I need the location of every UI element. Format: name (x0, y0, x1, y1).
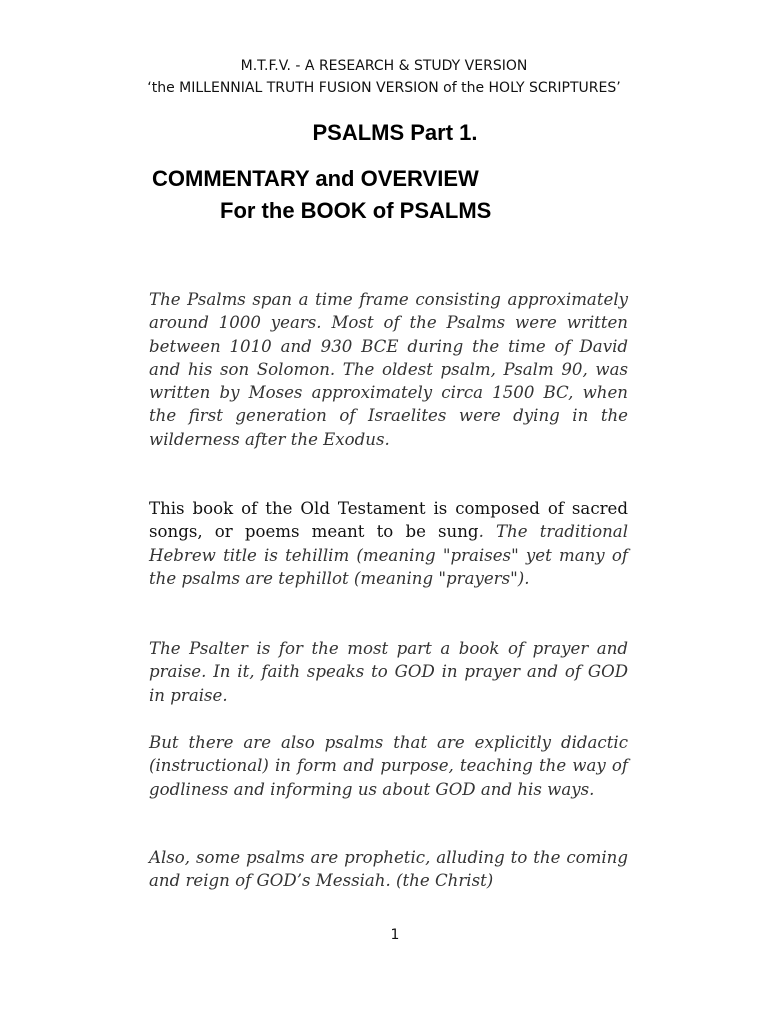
section-subheading: For the BOOK of PSALMS (220, 198, 492, 223)
paragraph-prophetic: Also, some psalms are prophetic, alluding to the coming and reign of GOD’s Messiah. (the Christ) (149, 848, 628, 891)
page-title: PSALMS Part 1. (312, 120, 478, 145)
page-number: 1 (390, 927, 400, 943)
paragraph-didactic: But there are also psalms that are explicitly didactic (instructional) in form and purpose, teaching the way of godliness and informing us about GOD and his ways. (149, 733, 628, 799)
header-version-line: M.T.F.V. - A RESEARCH & STUDY VERSION (240, 58, 528, 74)
paragraph-prayer-praise: The Psalter is for the most part a book of prayer and praise. In it, faith speaks to GOD in prayer and of GOD in praise. (149, 639, 628, 705)
paragraph-composition-rest: . The traditional Hebrew title is tehillim (meaning "praises" yet many of the psalms are tephillot (meaning "prayers"). (149, 522, 628, 588)
header-subtitle-line: ‘the MILLENNIAL TRUTH FUSION VERSION of the HOLY SCRIPTURES’ (147, 80, 621, 96)
paragraph-composition-lead: This book of the Old Testament is composed of sacred songs, or poems meant to be sung (149, 499, 628, 542)
paragraph-time-frame: The Psalms span a time frame consisting approximately around 1000 years. Most of the Psalms were written between 1010 and 930 BCE during the time of David and his son Solomon. The oldest psalm, Psalm 90, was written by Moses approximately circa 1500 BC, when the first generation of Israelites were dying in the wilderness after the Exodus. (149, 290, 628, 449)
section-heading: COMMENTARY and OVERVIEW (152, 166, 479, 191)
paragraph-composition (149, 497, 628, 590)
